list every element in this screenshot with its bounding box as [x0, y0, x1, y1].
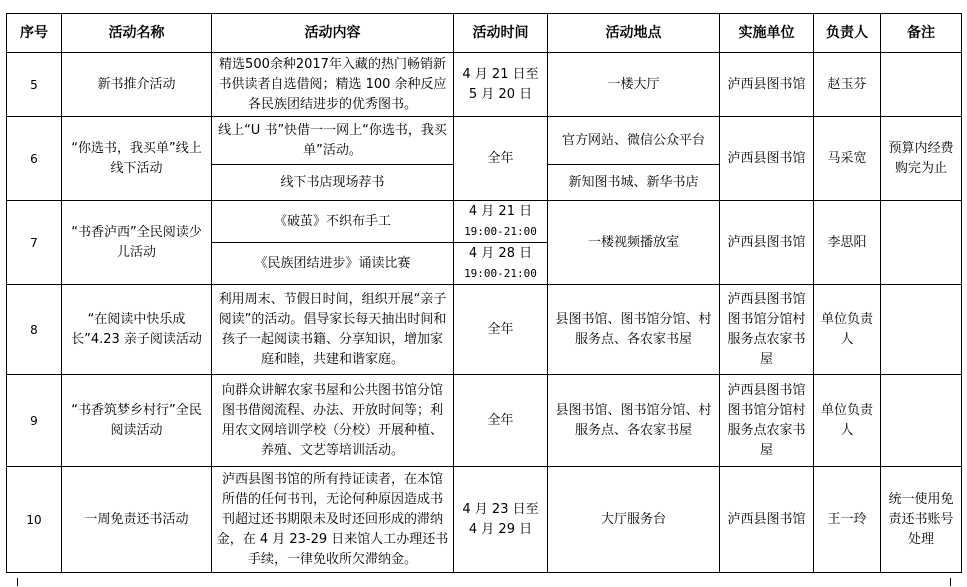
row-number: 9 [7, 375, 62, 467]
activity-time: 全年 [454, 375, 548, 467]
activity-content: 线上“U 书”快借一一网上“你选书，我买单”活动。 [212, 117, 454, 165]
table-row [7, 53, 962, 117]
activity-place: 官方网站、微信公众平台 [548, 117, 720, 165]
organizer-unit: 泸西县图书馆 [720, 201, 814, 285]
remark [881, 375, 962, 467]
activity-name: “你选书，我买单”线上线下活动 [62, 117, 212, 201]
activity-time [454, 243, 548, 285]
activity-place: 新知图书城、新华书店 [548, 165, 720, 201]
header-row [7, 14, 962, 53]
row-number: 7 [7, 201, 62, 285]
person-in-charge: 单位负责人 [814, 375, 881, 467]
organizer-unit: 泸西县图书馆 [720, 467, 814, 573]
header-cell-note: 备注 [881, 14, 962, 53]
row-number: 6 [7, 117, 62, 201]
activity-content: 泸西县图书馆的所有持证读者，在本馆所借的任何书刊，无论何种原因造成书刊超过还书期限未及时还回形成的滞纳金，在 4 月 23-29 日来馆人工办理还书手续，一律免收所欠滞纳金。 [212, 467, 454, 573]
activity-name: 一周免责还书活动 [62, 467, 212, 573]
activity-name: “书香筑梦乡村行”全民阅读活动 [62, 375, 212, 467]
activity-name: 新书推介活动 [62, 53, 212, 117]
activity-place: 一楼视频播放室 [548, 201, 720, 285]
person-in-charge: 王一玲 [814, 467, 881, 573]
time-range: 19:00-21:00 [464, 224, 537, 238]
header-cell-no: 序号 [7, 14, 62, 53]
row-number: 10 [7, 467, 62, 573]
remark: 统一使用免责还书账号处理 [881, 467, 962, 573]
remark [881, 285, 962, 375]
activity-name: “在阅读中快乐成长”4.23 亲子阅读活动 [62, 285, 212, 375]
row-number: 5 [7, 53, 62, 117]
header-cell-place: 活动地点 [548, 14, 720, 53]
header-cell-name: 活动名称 [62, 14, 212, 53]
page-corner-mark [950, 578, 951, 586]
table-row [7, 375, 962, 467]
person-in-charge: 单位负责人 [814, 285, 881, 375]
page-corner-mark [17, 578, 18, 586]
activity-place: 县图书馆、图书馆分馆、村服务点、各农家书屋 [548, 375, 720, 467]
organizer-unit: 泸西县图书馆 [720, 117, 814, 201]
person-in-charge: 马采宽 [814, 117, 881, 201]
organizer-unit: 泸西县图书馆 [720, 53, 814, 117]
time-date: 4 月 28 日 [468, 245, 533, 261]
time-date: 4 月 21 日 [468, 203, 533, 219]
activity-place: 县图书馆、图书馆分馆、村服务点、各农家书屋 [548, 285, 720, 375]
activity-content: 利用周末、节假日时间，组织开展“亲子阅读”的活动。倡导家长每天抽出时间和孩子一起阅读书籍、分享知识，增加家庭和睦，共建和谐家庭。 [212, 285, 454, 375]
person-in-charge: 李思阳 [814, 201, 881, 285]
activity-content: 向群众讲解农家书屋和公共图书馆分馆图书借阅流程、办法、开放时间等；利用农文网培训学校（分校）开展种植、养殖、文艺等培训活动。 [212, 375, 454, 467]
activity-place: 一楼大厅 [548, 53, 720, 117]
table-row [7, 285, 962, 375]
remark: 预算内经费购完为止 [881, 117, 962, 201]
organizer-unit: 泸西县图书馆图书馆分馆村服务点农家书屋 [720, 375, 814, 467]
header-cell-time: 活动时间 [454, 14, 548, 53]
activity-table [6, 13, 962, 573]
row-number: 8 [7, 285, 62, 375]
header-cell-unit: 实施单位 [720, 14, 814, 53]
activity-time: 全年 [454, 117, 548, 201]
time-range: 19:00-21:00 [464, 266, 537, 280]
activity-time: 4 月 23 日至 4 月 29 日 [454, 467, 548, 573]
table-row [7, 201, 962, 243]
activity-time [454, 201, 548, 243]
header-cell-person: 负责人 [814, 14, 881, 53]
activity-content: 《破茧》不织布手工 [212, 201, 454, 243]
activity-content: 精选500余种2017年入藏的热门畅销新书供读者自选借阅；精选 100 余种反应各民族团结进步的优秀图书。 [212, 53, 454, 117]
person-in-charge: 赵玉芬 [814, 53, 881, 117]
table-row [7, 467, 962, 573]
header-cell-content: 活动内容 [212, 14, 454, 53]
activity-name: “书香泸西”全民阅读少儿活动 [62, 201, 212, 285]
table-row [7, 117, 962, 165]
activity-time: 全年 [454, 285, 548, 375]
activity-time: 4 月 21 日至 5 月 20 日 [454, 53, 548, 117]
activity-content: 线下书店现场荐书 [212, 165, 454, 201]
remark [881, 201, 962, 285]
organizer-unit: 泸西县图书馆图书馆分馆村服务点农家书屋 [720, 285, 814, 375]
activity-place: 大厅服务台 [548, 467, 720, 573]
activity-content: 《民族团结进步》诵读比赛 [212, 243, 454, 285]
remark [881, 53, 962, 117]
